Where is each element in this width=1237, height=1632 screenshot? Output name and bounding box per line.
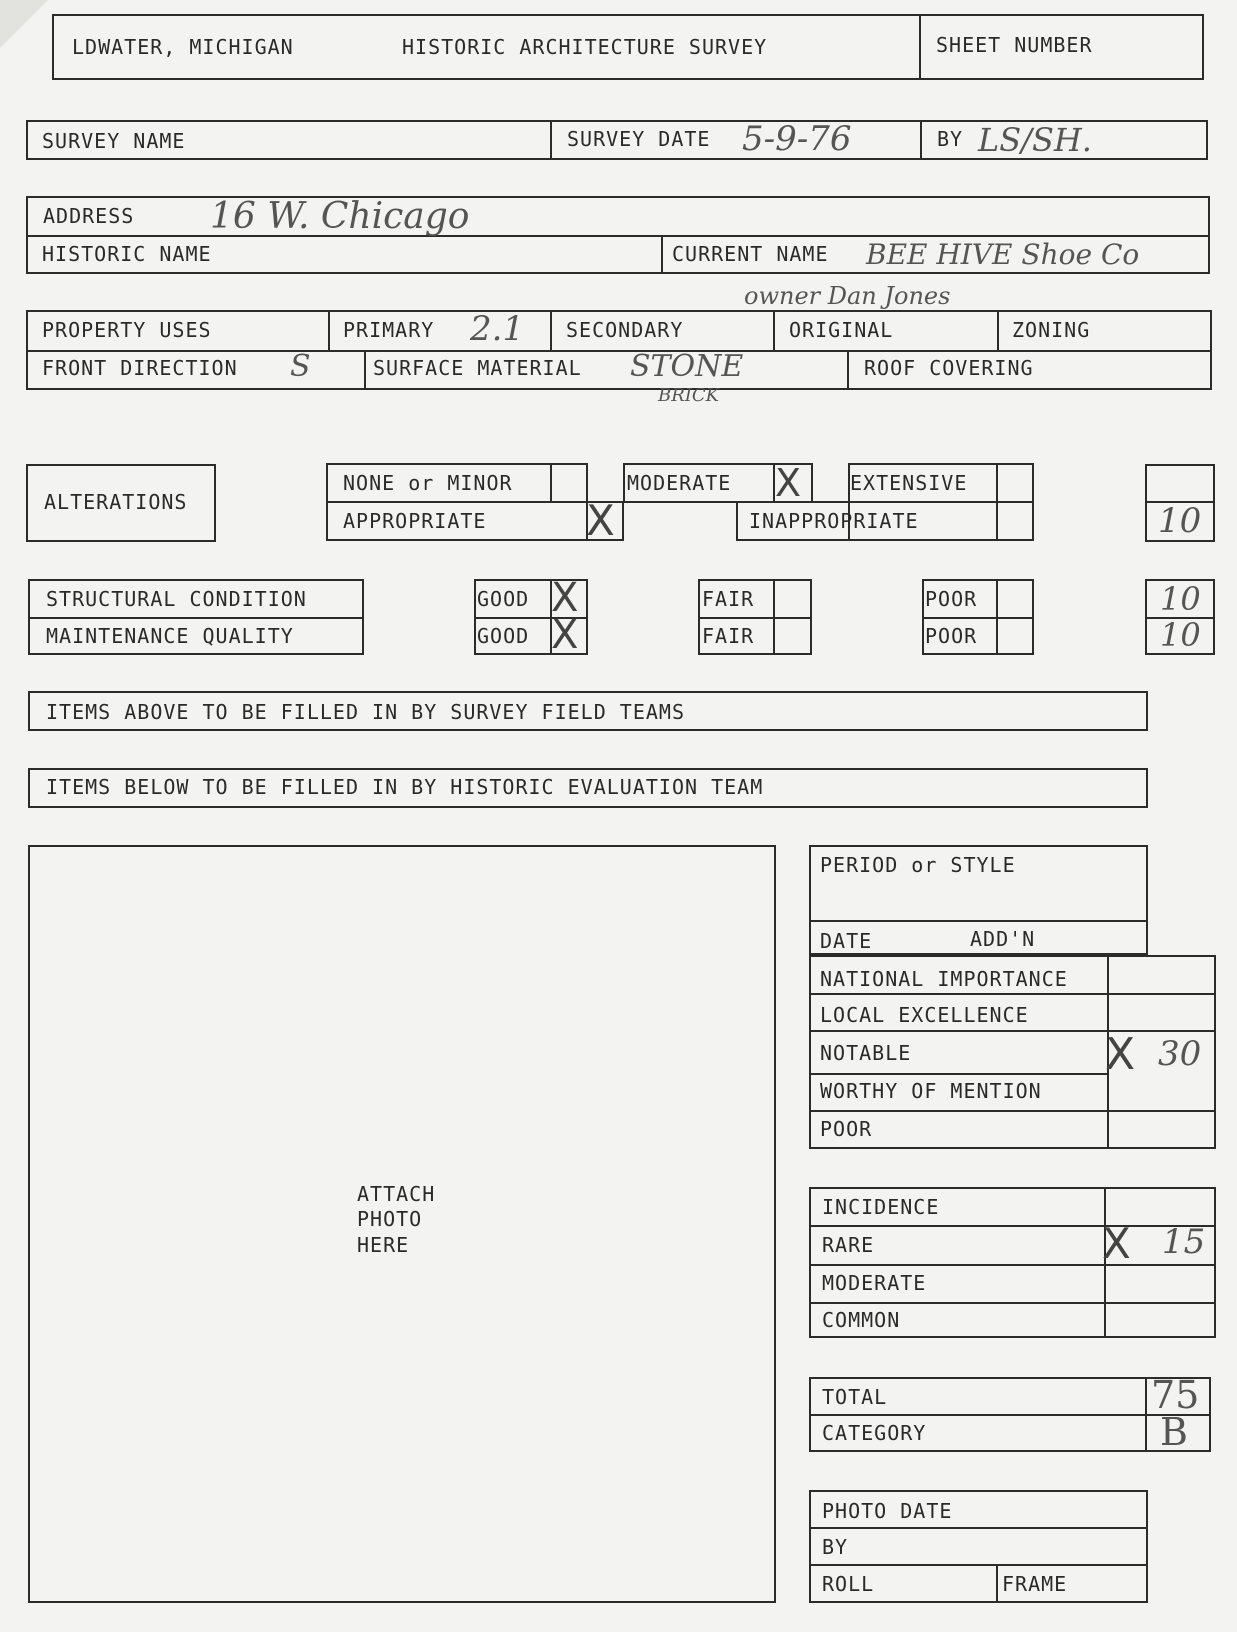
national-importance-label: NATIONAL IMPORTANCE <box>820 967 1068 991</box>
incidence-label: INCIDENCE <box>822 1195 940 1219</box>
appropriate-check-mark: X <box>586 496 615 545</box>
extensive-label: EXTENSIVE <box>850 471 968 495</box>
alterations-score: 10 <box>1158 501 1202 541</box>
alterations-label: ALTERATIONS <box>44 490 188 514</box>
attach-photo-line1: ATTACH <box>357 1182 436 1206</box>
common-label: COMMON <box>822 1308 901 1332</box>
owner-note: owner Dan Jones <box>744 282 951 310</box>
rare-check-mark: X <box>1102 1219 1131 1268</box>
header-city: LDWATER, MICHIGAN <box>72 35 294 59</box>
rare-score: 15 <box>1162 1222 1206 1262</box>
property-uses-label: PROPERTY USES <box>42 318 212 342</box>
moderate-incidence-label: MODERATE <box>822 1271 927 1295</box>
survey-name-label: SURVEY NAME <box>42 129 186 153</box>
survey-date-value: 5-9-76 <box>742 119 852 159</box>
date-label: DATE <box>820 929 873 953</box>
structural-good-label: GOOD <box>477 587 530 611</box>
total-label: TOTAL <box>822 1385 888 1409</box>
local-excellence-label: LOCAL EXCELLENCE <box>820 1003 1029 1027</box>
notable-check-mark: X <box>1105 1029 1136 1080</box>
items-below-note: ITEMS BELOW TO BE FILLED IN BY HISTORIC EVALUATION TEAM <box>46 775 764 799</box>
sheet-number-label: SHEET NUMBER <box>936 33 1093 57</box>
survey-by-value: LS/SH. <box>978 121 1092 159</box>
appropriate-label: APPROPRIATE <box>343 509 487 533</box>
address-value: 16 W. Chicago <box>210 196 470 237</box>
current-name-label: CURRENT NAME <box>672 242 829 266</box>
structural-condition-label: STRUCTURAL CONDITION <box>46 587 307 611</box>
items-above-note: ITEMS ABOVE TO BE FILLED IN BY SURVEY FIELD TEAMS <box>46 700 686 724</box>
front-direction-label: FRONT DIRECTION <box>42 356 238 380</box>
secondary-label: SECONDARY <box>566 318 684 342</box>
addn-label: ADD'N <box>970 927 1036 951</box>
maintenance-quality-label: MAINTENANCE QUALITY <box>46 624 294 648</box>
structural-good-mark: X <box>551 575 579 621</box>
structural-poor-label: POOR <box>925 587 978 611</box>
poor-evaluation-label: POOR <box>820 1117 873 1141</box>
current-name-value: BEE HIVE Shoe Co <box>866 238 1140 271</box>
frame-label: FRAME <box>1002 1572 1068 1596</box>
folded-corner <box>0 0 48 48</box>
primary-label: PRIMARY <box>343 318 435 342</box>
address-label: ADDRESS <box>43 204 135 228</box>
period-style-label: PERIOD or STYLE <box>820 853 1016 877</box>
none-minor-label: NONE or MINOR <box>343 471 513 495</box>
survey-date-label: SURVEY DATE <box>567 127 711 151</box>
maintenance-score: 10 <box>1160 616 1201 654</box>
maintenance-good-mark: X <box>551 612 579 658</box>
front-direction-value: S <box>290 349 311 384</box>
attach-photo-line3: HERE <box>357 1233 410 1257</box>
worthy-of-mention-label: WORTHY OF MENTION <box>820 1079 1042 1103</box>
roll-label: ROLL <box>822 1572 875 1596</box>
zoning-label: ZONING <box>1012 318 1091 342</box>
photo-date-label: PHOTO DATE <box>822 1499 953 1523</box>
category-label: CATEGORY <box>822 1421 927 1445</box>
structural-fair-label: FAIR <box>702 587 755 611</box>
maintenance-fair-label: FAIR <box>702 624 755 648</box>
notable-label: NOTABLE <box>820 1041 912 1065</box>
surface-material-label: SURFACE MATERIAL <box>373 356 582 380</box>
notable-score: 30 <box>1158 1034 1202 1074</box>
header-title: HISTORIC ARCHITECTURE SURVEY <box>402 35 768 59</box>
maintenance-poor-label: POOR <box>925 624 978 648</box>
survey-by-label: BY <box>937 127 964 151</box>
surface-material-value: STONE <box>630 349 744 384</box>
photo-by-label: BY <box>822 1535 849 1559</box>
maintenance-good-label: GOOD <box>477 624 530 648</box>
rare-label: RARE <box>822 1233 875 1257</box>
moderate-check-mark: X <box>775 461 802 505</box>
category-value: B <box>1160 1410 1188 1454</box>
attach-photo-line2: PHOTO <box>357 1207 423 1231</box>
inappropriate-label: INAPPROPRIATE <box>749 509 919 533</box>
roof-covering-label: ROOF COVERING <box>864 356 1034 380</box>
total-value: 75 <box>1151 1373 1200 1417</box>
original-label: ORIGINAL <box>789 318 894 342</box>
historic-name-label: HISTORIC NAME <box>42 242 212 266</box>
moderate-label: MODERATE <box>627 471 732 495</box>
structural-score: 10 <box>1160 580 1201 618</box>
surface-material-note: BRICK <box>658 385 720 406</box>
primary-value: 2.1 <box>470 309 525 349</box>
